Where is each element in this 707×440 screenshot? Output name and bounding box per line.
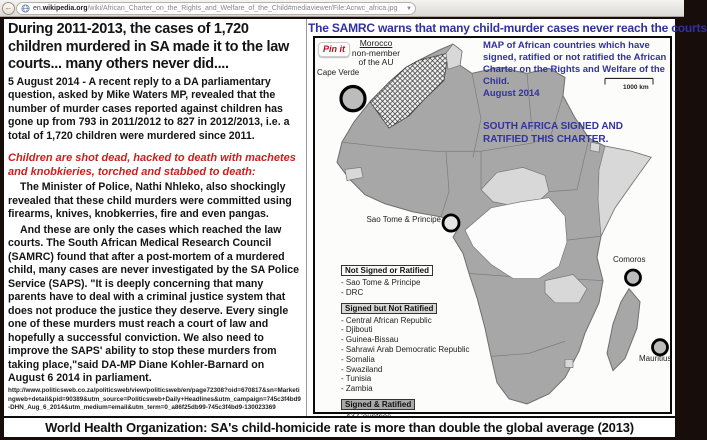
article-headline: During 2011-2013, the cases of 1,720 children murdered in SA made it to the law courts... many others never did.... bbox=[8, 21, 289, 72]
url-path: /wiki/African_Charter_on_the_Rights_and_Welfare_of_the_Child#mediaviewer/File:Acrwc_africa.jpg bbox=[87, 5, 398, 12]
globe-icon bbox=[21, 4, 30, 13]
map-title bbox=[483, 40, 669, 100]
morocco-label-line3: of the AU bbox=[358, 57, 394, 67]
morocco-label-line1: Morocco bbox=[359, 38, 393, 48]
map-panel bbox=[308, 19, 707, 416]
browser-toolbar bbox=[0, 0, 684, 17]
legend-item: - Zambia bbox=[341, 384, 373, 394]
url-domain: wikipedia.org bbox=[42, 5, 88, 12]
legend-item: - Djibouti bbox=[341, 325, 373, 335]
map-legend bbox=[341, 260, 473, 422]
mauritius-label: Mauritius bbox=[639, 354, 672, 363]
back-button[interactable]: ← bbox=[2, 2, 15, 15]
map-title-text: MAP of African countries which have signed, ratified or not ratified the African Charter on the Rights and Welfare of the Child. bbox=[483, 40, 667, 87]
legend-item: - DRC bbox=[341, 287, 364, 297]
composite-image bbox=[4, 19, 707, 437]
legend-header-signed-ratified: Signed & Ratified bbox=[341, 399, 415, 410]
country-madagascar bbox=[607, 289, 640, 371]
url-text[interactable] bbox=[33, 5, 397, 12]
legend-item: - Guinea-Bissau bbox=[341, 335, 399, 345]
comoros-label: Comoros bbox=[613, 255, 646, 264]
footer-banner: World Health Organization: SA's child-homicide rate is more than double the global average (2013) bbox=[4, 416, 675, 437]
legend-item: - Tunisia bbox=[341, 374, 372, 384]
article-paragraph-3: And these are only the cases which reached the law courts. The South African Medical Research Council (SAMRC) found that after a post-mortem of a murdered child, many cases are never investigated by the SA Police Service (SAPS). "It is deeply concerning that many parents have to deal with a criminal justice system that does not produce the justice they deserve. Every single one of these murders must reach a court of law and hopefully a successful conviction. We also need to improve the SAPS' ability to stop these murders from taking place,"said DA-MP Diane Kohler-Barnard on August 6 2014 in parliament. bbox=[8, 223, 300, 385]
mauritius-marker bbox=[653, 340, 668, 355]
article-paragraph-1: 5 August 2014 - A recent reply to a DA parliamentary question, asked by Mike Waters MP, revealed that the number of murder cases reported against children has gone up from 793 in 2011/2012 to 827 in 2012/2013, i.e. a total of 1,720 children were murdered since 2011. bbox=[8, 75, 290, 142]
map-title-date: August 2014 bbox=[483, 88, 540, 99]
country-somalia bbox=[598, 146, 651, 236]
legend-item: - Somalia bbox=[341, 354, 375, 364]
map-panel-heading: The SAMRC warns that many child-murder cases never reach the courts bbox=[308, 21, 707, 35]
url-dropdown-icon[interactable]: ▼ bbox=[406, 6, 412, 12]
pin-it-button[interactable]: Pin it bbox=[318, 42, 350, 57]
scale-label: 1000 km bbox=[623, 84, 649, 91]
africa-map bbox=[313, 36, 672, 414]
article-source-url: http://www.politicsweb.co.za/politicsweb/view/politicsweb/en/page72308?oid=670817&sn=Marketingweb+detail&pid=90389&utm_source=Politicsweb+Daily+Headlines&utm_campaign=745c3f4bd9-DHN_Aug_6_2014&utm_medium=email&utm_term=0_a86f25db99-745c3f4bd9-130023369 bbox=[8, 386, 301, 412]
map-subtitle: SOUTH AFRICA SIGNED AND RATIFIED THIS CHARTER. bbox=[483, 121, 623, 145]
article-paragraph-2: The Minister of Police, Nathi Nhleko, also shockingly revealed that these child murders were committed using firearms, knives, knobkerries, fire and even pangas. bbox=[8, 181, 292, 221]
sao-tome-marker bbox=[443, 215, 459, 231]
cape-verde-marker bbox=[341, 87, 365, 111]
country-swaziland bbox=[565, 359, 573, 367]
legend-header-not-signed: Not Signed or Ratified bbox=[341, 265, 433, 276]
url-bar[interactable] bbox=[16, 2, 416, 15]
legend-header-signed-not-ratified: Signed but Not Ratified bbox=[341, 303, 437, 314]
morocco-label-line2: non-member bbox=[351, 47, 401, 58]
comoros-marker bbox=[626, 270, 641, 285]
sao-tome-label: Sao Tome & Principe bbox=[366, 215, 441, 224]
article-red-lead: Children are shot dead, hacked to death with machetes and knobkieries, torched and stabbed to death: bbox=[8, 152, 296, 179]
image-viewer-area bbox=[0, 17, 707, 440]
legend-item: - Swaziland bbox=[341, 364, 383, 374]
legend-item: - Sao Tome & Principe bbox=[341, 278, 421, 287]
url-prefix: en. bbox=[33, 5, 43, 12]
article-panel bbox=[4, 19, 307, 416]
legend-item: - Sahrawi Arab Democratic Republic bbox=[341, 344, 470, 354]
cape-verde-label: Cape Verde bbox=[317, 68, 360, 77]
legend-item: - Central African Republic bbox=[341, 315, 432, 325]
